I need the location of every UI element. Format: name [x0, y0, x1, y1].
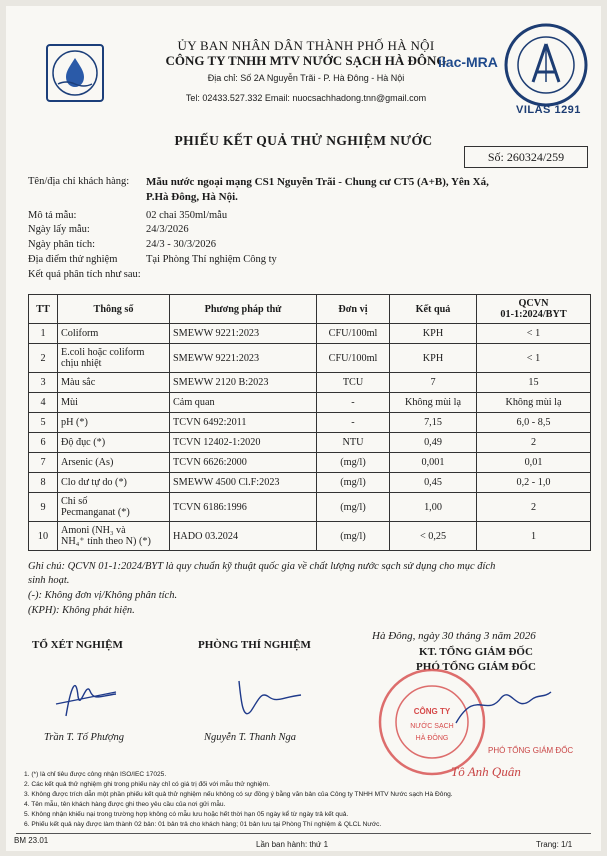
header-param: Thông số: [58, 295, 170, 324]
param-line-1: Mùi: [61, 397, 78, 408]
table-row: [29, 373, 591, 393]
footer-form-code: BM 23.01: [14, 836, 49, 845]
header-qcvn-code: 01-1:2024/BYT: [500, 309, 567, 320]
cell-result: 1,00: [390, 493, 477, 522]
cell-limit: < 1: [477, 324, 591, 344]
svg-text:CÔNG TY: CÔNG TY: [413, 707, 451, 716]
footnote-6: 6. Phiếu kết quả này được làm thành 02 bản: 01 bản trả cho khách hàng; 01 bản lưu tại Phòng Thí nghiệm & QLCL Nước.: [24, 821, 382, 828]
cell-param: [58, 324, 170, 344]
footnote-5: 5. Không nhận khiếu nại trong trường hợp không có mẫu lưu hoặc hết thời hạn 05 ngày kể từ ngày trả kết quả.: [24, 811, 349, 818]
cell-tt: 9: [29, 493, 58, 522]
footer-edition: Lần ban hành: thứ 1: [256, 840, 329, 849]
name-team: Trần T. Tố Phượng: [44, 732, 124, 743]
place-label: Địa điểm thử nghiệm: [28, 254, 118, 265]
cell-tt: 5: [29, 413, 58, 433]
header-limit: [477, 295, 591, 324]
cell-limit: 15: [477, 373, 591, 393]
customer-label: Tên/địa chỉ khách hàng:: [28, 176, 130, 187]
cell-limit: 2: [477, 493, 591, 522]
pho-title: PHÓ TỔNG GIÁM ĐỐC: [416, 661, 536, 673]
cell-param: [58, 393, 170, 413]
desc-label: Mô tả mẫu:: [28, 210, 77, 221]
table-row: [29, 324, 591, 344]
header-tt: TT: [29, 295, 58, 324]
note-dash: (-): Không đơn vị/Không phân tích.: [28, 590, 178, 601]
header-unit: Đơn vị: [317, 295, 390, 324]
signature-3: [446, 678, 556, 743]
param-line-1: Clo dư tự do (*): [61, 477, 127, 488]
company-logo: [46, 44, 104, 102]
cell-result: KPH: [390, 344, 477, 373]
cell-result: 0,45: [390, 473, 477, 493]
stamp-title: PHÓ TỔNG GIÁM ĐỐC: [488, 746, 574, 755]
cell-limit: Không mùi lạ: [477, 393, 591, 413]
cell-tt: 7: [29, 453, 58, 473]
note-qcvn: Ghi chú: QCVN 01-1:2024/BYT là quy chuẩn kỹ thuật quốc gia về chất lượng nước sạch sử dụng cho mục đích: [28, 561, 496, 572]
header-method: Phương pháp thử: [170, 295, 317, 324]
cell-method: TCVN 12402-1:2020: [170, 433, 317, 453]
cell-method: SMEWW 2120 B:2023: [170, 373, 317, 393]
desc-value: 02 chai 350ml/mẫu: [146, 210, 228, 221]
cell-unit: TCU: [317, 373, 390, 393]
date-line: Hà Đông, ngày 30 tháng 3 năm 2026: [372, 630, 536, 642]
document-page: [6, 6, 601, 851]
footer-page: Trang: 1/1: [536, 840, 573, 849]
cell-unit: (mg/l): [317, 453, 390, 473]
analysis-date-value: 24/3 - 30/3/2026: [146, 239, 216, 250]
cell-param: [58, 493, 170, 522]
cell-method: TCVN 6626:2000: [170, 453, 317, 473]
param-line-1: Arsenic (As): [61, 457, 114, 468]
cell-param: [58, 522, 170, 551]
cell-method: SMEWW 9221:2023: [170, 344, 317, 373]
param-line-1: Màu sắc: [61, 377, 96, 388]
table-row: [29, 493, 591, 522]
param-line-1: Amoni (NH₃ và: [61, 525, 126, 536]
cell-method: TCVN 6186:1996: [170, 493, 317, 522]
header-result: Kết quả: [390, 295, 477, 324]
footnote-1: 1. (*) là chỉ tiêu được công nhận ISO/IEC 17025.: [24, 771, 167, 778]
table-row: [29, 344, 591, 373]
kt-title: KT. TỔNG GIÁM ĐỐC: [419, 646, 533, 658]
signature-2: [221, 671, 311, 736]
cell-unit: -: [317, 393, 390, 413]
cell-param: [58, 473, 170, 493]
header-authority: ỦY BAN NHÂN DÂN THÀNH PHỐ HÀ NỘI: [177, 38, 435, 53]
header-company: CÔNG TY TNHH MTV NƯỚC SẠCH HÀ ĐÔNG: [165, 53, 447, 68]
cell-unit: (mg/l): [317, 522, 390, 551]
cell-method: HADO 03.2024: [170, 522, 317, 551]
cell-unit: -: [317, 413, 390, 433]
cell-result: 7,15: [390, 413, 477, 433]
results-table: [28, 294, 591, 551]
analysis-date-label: Ngày phân tích:: [28, 239, 96, 250]
cell-result: 0,49: [390, 433, 477, 453]
note-qcvn-cont: sinh hoạt.: [28, 575, 70, 586]
cell-tt: 10: [29, 522, 58, 551]
param-line-1: pH (*): [61, 417, 88, 428]
signature-1: [46, 666, 126, 731]
cell-param: [58, 453, 170, 473]
report-number: Số: 260324/259: [464, 146, 588, 168]
table-row: [29, 433, 591, 453]
customer-value-2: P.Hà Đông, Hà Nội.: [146, 191, 238, 203]
param-line-2: chịu nhiệt: [61, 358, 102, 369]
cell-result: Không mùi lạ: [390, 393, 477, 413]
cell-tt: 4: [29, 393, 58, 413]
cell-result: KPH: [390, 324, 477, 344]
header-contact: Tel: 02433.527.332 Email: nuocsachhadong.tnn@gmail.com: [185, 93, 427, 103]
cell-method: SMEWW 9221:2023: [170, 324, 317, 344]
table-row: [29, 522, 591, 551]
sample-date-value: 24/3/2026: [146, 224, 189, 235]
cell-tt: 6: [29, 433, 58, 453]
vilas-code: VILAS 1291: [516, 104, 581, 116]
cell-unit: NTU: [317, 433, 390, 453]
cell-method: Cảm quan: [170, 393, 317, 413]
param-line-2: NH₄⁺ tính theo N) (*): [61, 536, 151, 547]
lab-title: PHÒNG THÍ NGHIỆM: [198, 639, 311, 651]
param-line-1: E.coli hoặc coliform: [61, 347, 145, 358]
footnote-4: 4. Tên mẫu, tên khách hàng được ghi theo yêu cầu của nơi gửi mẫu.: [24, 801, 226, 808]
cell-limit: 0,01: [477, 453, 591, 473]
table-row: [29, 393, 591, 413]
svg-text:NƯỚC SẠCH: NƯỚC SẠCH: [410, 723, 454, 730]
footnote-2: 2. Các kết quả thử nghiệm ghi trong phiếu này chỉ có giá trị đối với mẫu thử nghiệm.: [24, 781, 270, 788]
cell-param: [58, 433, 170, 453]
cell-param: [58, 344, 170, 373]
footnote-3: 3. Không được trích dẫn một phần phiếu kết quả thử nghiệm nếu không có sự đồng ý bằng văn bản của Công ty TNHH MTV Nước sạch Hà Đông.: [24, 791, 453, 798]
director-name: Tô Anh Quân: [451, 764, 521, 779]
table-row: [29, 413, 591, 433]
cell-tt: 1: [29, 324, 58, 344]
cell-result: 7: [390, 373, 477, 393]
table-row: [29, 453, 591, 473]
cell-param: [58, 413, 170, 433]
accreditation-seal: [501, 20, 591, 110]
header-qcvn: QCVN: [518, 298, 549, 309]
table-row: [29, 473, 591, 493]
cell-unit: (mg/l): [317, 473, 390, 493]
footer-divider: [16, 833, 591, 834]
cell-method: SMEWW 4500 Cl.F:2023: [170, 473, 317, 493]
svg-text:HÀ ĐÔNG: HÀ ĐÔNG: [415, 735, 449, 742]
cell-limit: 1: [477, 522, 591, 551]
ilac-mra-logo: ilac-MRA: [438, 54, 498, 70]
cell-unit: CFU/100ml: [317, 324, 390, 344]
param-line-1: Coliform: [61, 328, 99, 339]
cell-unit: (mg/l): [317, 493, 390, 522]
cell-unit: CFU/100ml: [317, 344, 390, 373]
cell-tt: 8: [29, 473, 58, 493]
cell-tt: 3: [29, 373, 58, 393]
page-title: PHIẾU KẾT QUẢ THỬ NGHIỆM NƯỚC: [174, 133, 433, 148]
sample-date-label: Ngày lấy mẫu:: [28, 224, 90, 235]
name-lab: Nguyễn T. Thanh Nga: [204, 732, 296, 743]
result-intro: Kết quả phân tích như sau:: [28, 269, 141, 280]
header-address: Địa chỉ: Số 2A Nguyễn Trãi - P. Hà Đông - Hà Nội: [207, 73, 405, 83]
team-title: TỔ XÉT NGHIỆM: [32, 639, 123, 651]
cell-limit: 0,2 - 1,0: [477, 473, 591, 493]
cell-method: TCVN 6492:2011: [170, 413, 317, 433]
place-value: Tại Phòng Thí nghiệm Công ty: [146, 254, 277, 265]
param-line-1: Chỉ số: [61, 496, 88, 507]
cell-param: [58, 373, 170, 393]
param-line-2: Pecmanganat (*): [61, 507, 130, 518]
cell-result: < 0,25: [390, 522, 477, 551]
cell-limit: < 1: [477, 344, 591, 373]
cell-result: 0,001: [390, 453, 477, 473]
param-line-1: Độ đục (*): [61, 437, 106, 448]
table-header-row: [29, 295, 591, 324]
cell-tt: 2: [29, 344, 58, 373]
customer-value: Mẫu nước ngoại mạng CS1 Nguyễn Trãi - Chung cư CT5 (A+B), Yên Xá,: [146, 176, 489, 188]
cell-limit: 6,0 - 8,5: [477, 413, 591, 433]
cell-limit: 2: [477, 433, 591, 453]
note-kph: (KPH): Không phát hiện.: [28, 605, 135, 616]
